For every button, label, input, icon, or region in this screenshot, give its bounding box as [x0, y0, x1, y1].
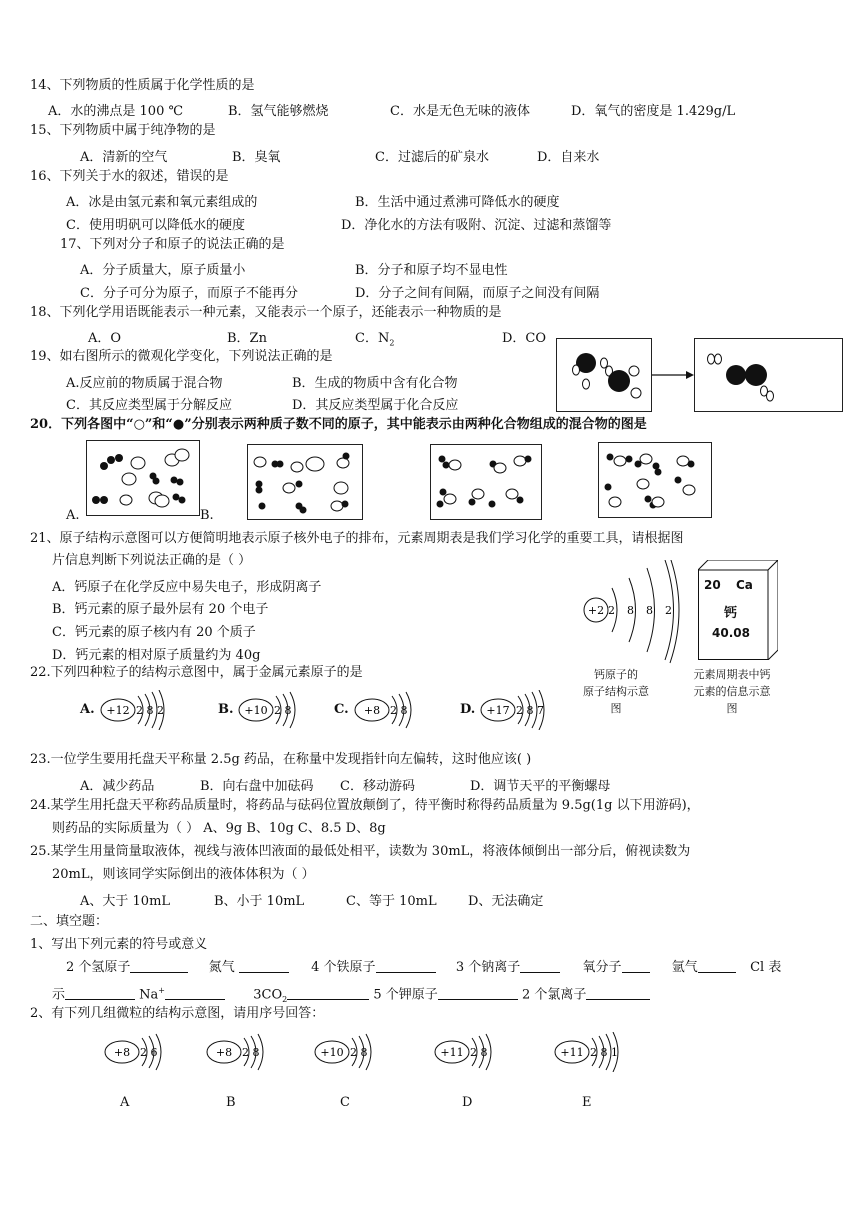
q20-stem: 20．下列各图中“○”和“●”分别表示两种质子数不同的原子，其中能表示由两种化合物组成的混合物的图是 [30, 417, 647, 432]
electron-counts: 2 8 [274, 704, 292, 717]
q18-option-c: C．$N_2$ [355, 331, 395, 348]
nucleus-charge: +8 [363, 704, 381, 717]
nucleus-charge: +10 [320, 1046, 344, 1059]
calcium-atom-caption: 钙原子的 原子结构示意 图 [583, 668, 649, 715]
nucleus-charge: +11 [560, 1046, 584, 1059]
answer-blank[interactable] [287, 986, 369, 1000]
q21-stem-line1: 21、原子结构示意图可以方便简明地表示原子核外电子的排布，元素周期表是我们学习化学的重要工具，请根据图 [30, 531, 684, 546]
q21-option-c: C．钙元素的原子核内有 20 个质子 [52, 625, 256, 640]
q16-stem: 16、下列关于水的叙述，错误的是 [30, 169, 229, 184]
q20-figure-c [430, 444, 542, 520]
particle-diagram-e [552, 1032, 662, 1076]
answer-blank[interactable] [130, 959, 188, 973]
option-label: B. [218, 702, 234, 717]
q18-stem: 18、下列化学用语既能表示一种元素，又能表示一个原子，还能表示一种物质的是 [30, 305, 502, 320]
fill-q1-row2: 示 Na+ $3CO_2$ 5 个钾原子 2 个氯离子 [52, 982, 650, 1009]
q21-option-b: B．钙元素的原子最外层有 20 个电子 [52, 602, 269, 617]
particle-diagram-c [312, 1032, 422, 1076]
q17-option-a: A．分子质量大，原子质量小 [80, 263, 246, 278]
q18-option-b: B．Zn [227, 331, 267, 346]
nucleus-charge: +8 [215, 1046, 233, 1059]
option-label: C. [334, 702, 349, 717]
q17-option-b: B．分子和原子均不显电性 [355, 263, 508, 278]
q23-option-d: D．调节天平的平衡螺母 [470, 779, 611, 794]
diagram-label-a: A [120, 1095, 130, 1110]
calcium-atom-diagram [582, 560, 692, 670]
q15-option-d: D．自来水 [537, 150, 600, 165]
q20-figure-b [247, 444, 363, 520]
diagram-label-e: E [582, 1095, 592, 1110]
q20-label-b: B. [200, 508, 214, 523]
answer-blank[interactable] [165, 986, 225, 1000]
q16-option-d: D．净化水的方法有吸附、沉淀、过滤和蒸馏等 [341, 218, 612, 233]
shell-electrons: 2 8 8 2 [608, 604, 674, 617]
q17-option-d: D．分子之间有间隔，而原子之间没有间隔 [355, 286, 600, 301]
answer-blank[interactable] [622, 959, 650, 973]
q18-option-a: A．O [88, 331, 122, 346]
particle-diagram-d [432, 1032, 542, 1076]
q21-option-a: A．钙原子在化学反应中易失电子，形成阴离子 [52, 580, 322, 595]
q17-option-c: C．分子可分为原子，而原子不能再分 [80, 286, 298, 301]
q20-label-a: A. [66, 508, 80, 523]
electron-counts: 2 8 [470, 1046, 488, 1059]
diagram-label-d: D [462, 1095, 473, 1110]
q25-stem-line2: 20mL，则该同学实际倒出的液体体积为（ ） [52, 867, 315, 882]
q17-stem: 17、下列对分子和原子的说法正确的是 [60, 237, 285, 252]
fill-q2-title: 2、有下列几组微粒的结构示意图，请用序号回答： [30, 1006, 325, 1021]
answer-blank[interactable] [239, 959, 289, 973]
nucleus-charge: +2 [587, 604, 605, 617]
fill-q1-row1: 2 个氢原子 氮气 4 个铁原子 3 个钠离子 氧分子 氩气 Cl 表 [66, 960, 782, 975]
q23-option-b: B．向右盘中加砝码 [200, 779, 314, 794]
diagram-label-c: C [340, 1095, 350, 1110]
nucleus-charge: +11 [440, 1046, 464, 1059]
q25-option-d: D、无法确定 [468, 894, 544, 909]
q16-option-c: C．使用明矾可以降低水的硬度 [66, 218, 245, 233]
element-name: 钙 [724, 606, 738, 621]
q15-option-a: A．清新的空气 [80, 150, 168, 165]
q19-option-a: A.反应前的物质属于混合物 [66, 376, 223, 391]
electron-counts: 2 8 1 [590, 1046, 618, 1059]
q20-figure-a [86, 440, 200, 516]
electron-counts: 2 8 [242, 1046, 260, 1059]
answer-blank[interactable] [520, 959, 560, 973]
atomic-number: 20 [704, 578, 721, 592]
periodic-cell-caption: 元素周期表中钙 元素的信息示意 图 [693, 668, 771, 715]
electron-counts: 2 8 [350, 1046, 368, 1059]
q19-option-d: D．其反应类型属于化合反应 [292, 398, 459, 413]
q20-figure-d [598, 442, 712, 518]
q21-option-d: D．钙元素的相对原子质量约为 40g [52, 648, 261, 663]
option-label: D. [460, 702, 476, 717]
q14-option-b: B．氢气能够燃烧 [228, 104, 329, 119]
q24-stem-line2: 则药品的实际质量为（ ） A、9g B、10g C、8.5 D、8g [52, 821, 386, 836]
answer-blank[interactable] [698, 959, 736, 973]
q22-stem: 22.下列四种粒子的结构示意图中，属于金属元素原子的是 [30, 665, 363, 680]
nucleus-charge: +12 [106, 704, 130, 717]
nucleus-charge: +17 [486, 704, 510, 717]
nucleus-charge: +8 [113, 1046, 131, 1059]
electron-counts: 2 8 [390, 704, 408, 717]
small-white-atom [573, 365, 580, 375]
q19-reaction-figure [556, 338, 846, 418]
electron-counts: 2 8 7 [516, 704, 544, 717]
option-label: A. [80, 702, 95, 717]
q15-option-b: B．臭氧 [232, 150, 281, 165]
nucleus-charge: +10 [244, 704, 268, 717]
q25-option-c: C、等于 10mL [346, 894, 437, 909]
answer-blank[interactable] [438, 986, 518, 1000]
q15-option-c: C．过滤后的矿泉水 [375, 150, 489, 165]
q23-option-a: A．减少药品 [80, 779, 155, 794]
q19-option-b: B．生成的物质中含有化合物 [292, 376, 458, 391]
element-symbol: Ca [736, 578, 753, 592]
q19-stem: 19、如右图所示的微观化学变化，下列说法正确的是 [30, 349, 333, 364]
q14-option-a: A．水的沸点是 100 ℃ [48, 104, 184, 119]
q25-option-b: B、小于 10mL [214, 894, 305, 909]
electron-counts: 2 6 [140, 1046, 158, 1059]
q23-stem: 23.一位学生要用托盘天平称量 2.5g 药品，在称量中发现指针向左偏转，这时他应该( ) [30, 752, 532, 767]
particle-diagram-a [102, 1032, 212, 1076]
q14-option-c: C．水是无色无味的液体 [390, 104, 530, 119]
fill-q1-title: 1、写出下列元素的符号或意义 [30, 937, 208, 952]
q15-stem: 15、下列物质中属于纯净物的是 [30, 123, 216, 138]
atomic-mass: 40.08 [712, 626, 750, 640]
q14-option-d: D．氧气的密度是 1.429g/L [571, 104, 736, 119]
fill-section-heading: 二、填空题： [30, 914, 109, 929]
answer-blank[interactable] [586, 986, 650, 1000]
q24-stem-line1: 24.某学生用托盘天平称药品质量时，将药品与砝码位置放颠倒了，待平衡时称得药品质量为 9.5g(1g 以下用游码)， [30, 798, 700, 813]
q16-option-b: B．生活中通过煮沸可降低水的硬度 [355, 195, 560, 210]
q23-option-c: C．移动游码 [340, 779, 415, 794]
q25-option-a: A、大于 10mL [80, 894, 171, 909]
particle-diagram-b [204, 1032, 314, 1076]
answer-blank[interactable] [65, 986, 135, 1000]
q14-stem: 14、下列物质的性质属于化学性质的是 [30, 78, 255, 93]
q16-option-a: A．冰是由氢元素和氧元素组成的 [66, 195, 258, 210]
diagram-label-b: B [226, 1095, 236, 1110]
q21-stem-line2: 片信息判断下列说法正确的是（ ） [52, 553, 252, 568]
q19-option-c: C．其反应类型属于分解反应 [66, 398, 232, 413]
answer-blank[interactable] [376, 959, 436, 973]
q18-option-d: D．CO [502, 331, 547, 346]
electron-counts: 2 8 2 [136, 704, 164, 717]
q25-stem-line1: 25.某学生用量筒量取液体，视线与液体凹液面的最低处相平，读数为 30mL，将液体倾倒出一部分后，俯视读数为 [30, 844, 691, 859]
periodic-table-cell [698, 560, 778, 660]
